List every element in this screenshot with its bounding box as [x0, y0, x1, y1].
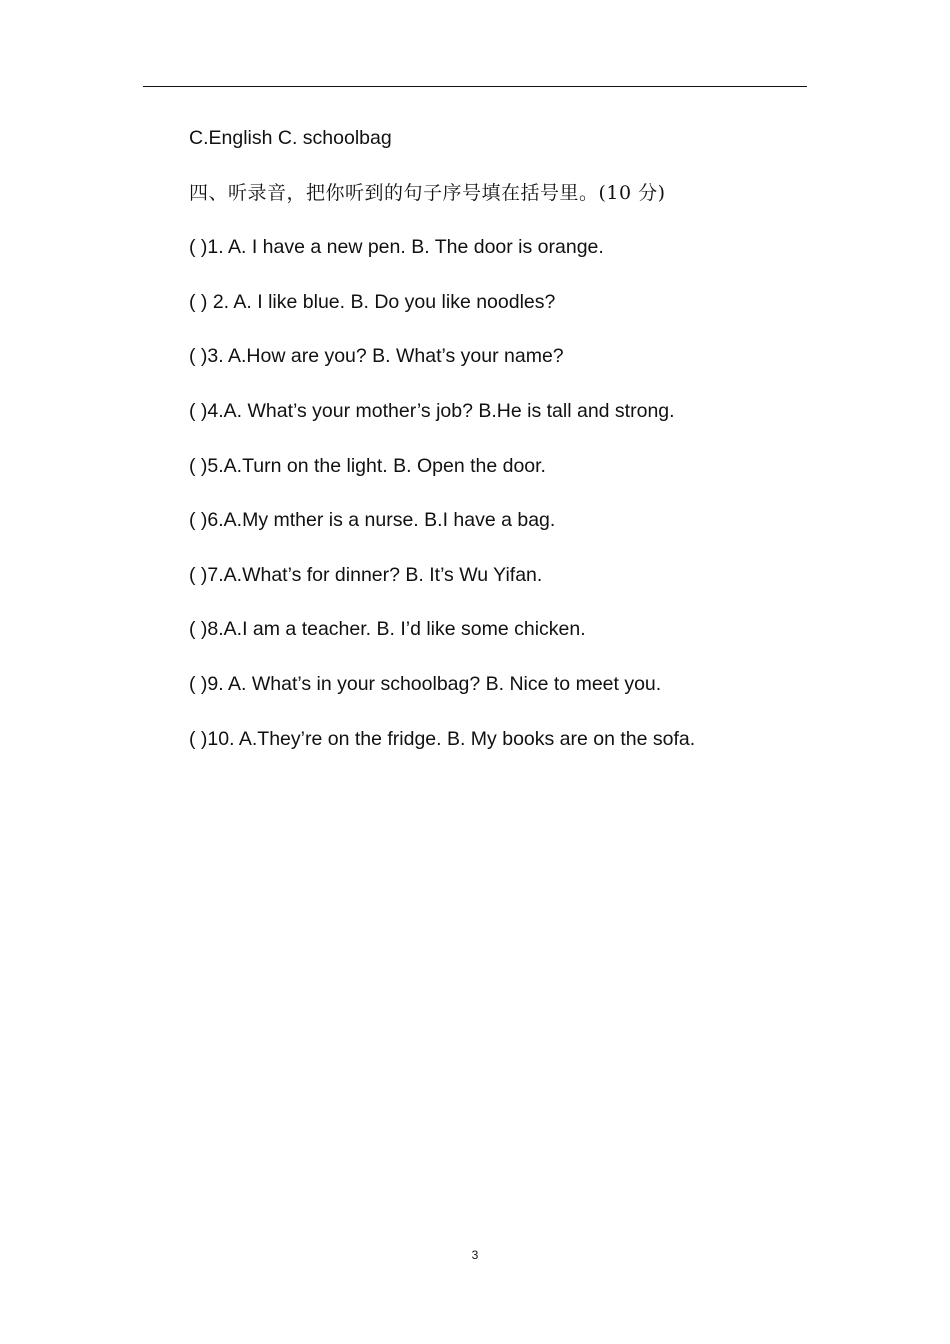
question-3: ( )3. A.How are you? B. What’s your name?	[189, 345, 564, 368]
page-number: 3	[471, 1248, 479, 1262]
section-heading: 四、听录音，把你听到的句子序号填在括号里。(10 分)	[189, 181, 666, 204]
question-9: ( )9. A. What’s in your schoolbag? B. Nice to meet you.	[189, 672, 662, 695]
question-6: ( )6.A.My mther is a nurse. B.I have a bag.	[189, 509, 556, 532]
question-10: ( )10. A.They’re on the fridge. B. My books are on the sofa.	[189, 727, 696, 750]
options-tail: C.English C. schoolbag	[189, 127, 392, 149]
question-7: ( )7.A.What’s for dinner? B. It’s Wu Yifan.	[189, 563, 543, 586]
question-2: ( ) 2. A. I like blue. B. Do you like noodles?	[189, 290, 556, 313]
question-1: ( )1. A. I have a new pen. B. The door is orange.	[189, 236, 604, 259]
question-4: ( )4.A. What’s your mother’s job? B.He is tall and strong.	[189, 399, 675, 422]
question-8: ( )8.A.I am a teacher. B. I’d like some chicken.	[189, 618, 586, 641]
header-rule	[143, 86, 807, 87]
question-5: ( )5.A.Turn on the light. B. Open the door.	[189, 454, 546, 477]
page-content	[189, 126, 829, 781]
